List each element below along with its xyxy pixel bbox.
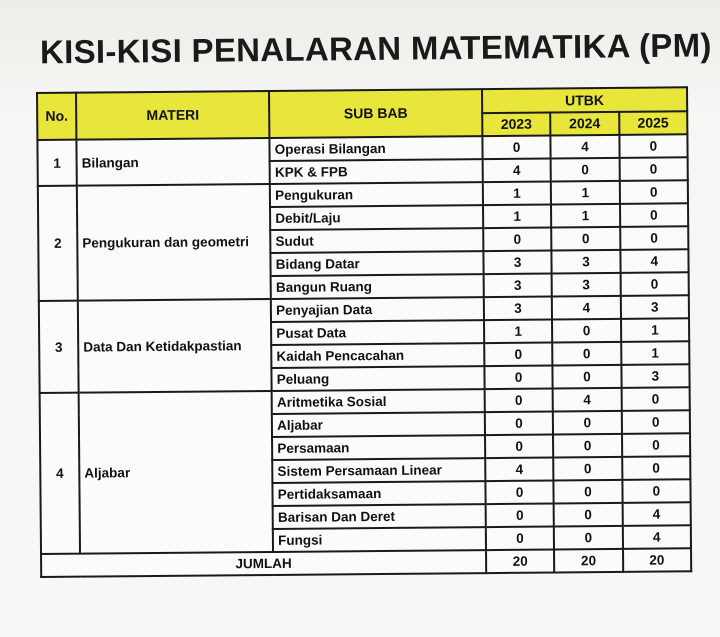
sub-bab-cell: Pusat Data [271,320,484,345]
value-cell-2024: 0 [553,365,622,389]
value-cell-2025: 0 [622,433,691,457]
value-cell-2024: 0 [554,503,623,527]
header-materi: MATERI [76,91,270,140]
value-cell-2025: 3 [620,295,689,319]
sub-bab-cell: Persamaan [272,435,485,460]
header-year-2023: 2023 [482,113,551,137]
sub-bab-cell: Penyajian Data [271,297,484,322]
value-cell-2023: 3 [483,274,552,298]
value-cell-2023: 0 [486,503,555,527]
group-number: 1 [37,140,76,186]
total-row [41,548,691,577]
value-cell-2024: 1 [551,181,620,205]
sub-bab-cell: Bidang Datar [271,251,484,276]
value-cell-2025: 0 [619,134,688,158]
value-cell-2025: 4 [620,249,689,273]
sub-bab-cell: Sistem Persamaan Linear [272,458,485,483]
sub-bab-cell: Aritmetika Sosial [272,389,485,414]
table-header [37,87,687,140]
total-2024: 20 [554,549,623,573]
value-cell-2023: 0 [485,412,554,436]
value-cell-2024: 0 [553,434,622,458]
value-cell-2023: 3 [484,297,553,321]
group-materi: Data Dan Ketidakpastian [78,299,272,393]
group-number: 2 [38,186,78,301]
value-cell-2023: 1 [483,205,552,229]
table-footer [41,548,691,577]
group-number: 4 [40,393,80,554]
value-cell-2025: 0 [621,387,690,411]
sub-bab-cell: Pengukuran [270,182,483,207]
value-cell-2025: 0 [619,180,688,204]
value-cell-2023: 1 [484,320,553,344]
kisi-table-container [36,86,692,578]
value-cell-2025: 1 [621,341,690,365]
kisi-table [36,86,692,578]
group-number: 3 [39,301,79,393]
sub-bab-cell: Debit/Laju [270,205,483,230]
value-cell-2025: 0 [619,157,688,181]
value-cell-2023: 0 [484,366,553,390]
page-title: KISI-KISI PENALARAN MATEMATIKA (PM) [39,26,712,71]
sub-bab-cell: Fungsi [273,527,486,552]
value-cell-2024: 0 [554,480,623,504]
value-cell-2023: 0 [486,526,555,550]
value-cell-2024: 0 [552,319,621,343]
value-cell-2025: 0 [622,456,691,480]
header-year-2024: 2024 [550,112,619,136]
value-cell-2025: 0 [622,479,691,503]
value-cell-2023: 0 [485,480,554,504]
sub-bab-cell: KPK & FPB [270,159,483,184]
value-cell-2024: 0 [551,158,620,182]
value-cell-2024: 0 [551,227,620,251]
group-materi: Bilangan [76,138,270,186]
header-no: No. [37,93,76,140]
value-cell-2023: 1 [483,182,552,206]
sub-bab-cell: Kaidah Pencacahan [271,343,484,368]
sub-bab-cell: Operasi Bilangan [270,136,483,161]
value-cell-2023: 0 [482,136,551,160]
header-sub-bab: SUB BAB [269,89,482,138]
value-cell-2025: 3 [621,364,690,388]
value-cell-2024: 0 [554,526,623,550]
value-cell-2025: 0 [620,226,689,250]
value-cell-2024: 0 [552,342,621,366]
value-cell-2025: 0 [620,203,689,227]
value-cell-2024: 0 [553,457,622,481]
value-cell-2025: 1 [621,318,690,342]
sub-bab-cell: Bangun Ruang [271,274,484,299]
value-cell-2025: 0 [620,272,689,296]
value-cell-2023: 0 [485,434,554,458]
sub-bab-cell: Barisan Dan Deret [273,504,486,529]
value-cell-2024: 3 [552,273,621,297]
value-cell-2023: 4 [482,159,551,183]
value-cell-2024: 1 [551,204,620,228]
value-cell-2024: 4 [553,388,622,412]
value-cell-2023: 0 [484,343,553,367]
sub-bab-cell: Pertidaksamaan [273,481,486,506]
value-cell-2025: 0 [621,410,690,434]
value-cell-2024: 3 [552,250,621,274]
header-utbk: UTBK [482,87,687,113]
value-cell-2023: 3 [483,251,552,275]
total-label: JUMLAH [41,550,486,577]
group-materi: Pengukuran dan geometri [77,184,271,301]
value-cell-2025: 4 [622,525,691,549]
value-cell-2023: 0 [485,389,554,413]
value-cell-2025: 4 [622,502,691,526]
value-cell-2024: 0 [553,411,622,435]
group-materi: Aljabar [79,391,274,554]
sub-bab-cell: Aljabar [272,412,485,437]
value-cell-2023: 0 [483,228,552,252]
value-cell-2023: 4 [485,457,554,481]
total-2025: 20 [623,548,692,572]
value-cell-2024: 4 [551,135,620,159]
total-2023: 20 [486,549,555,573]
value-cell-2024: 4 [552,296,621,320]
sub-bab-cell: Sudut [270,228,483,253]
header-year-2025: 2025 [619,111,688,135]
table-body [37,134,691,554]
sub-bab-cell: Peluang [272,366,485,391]
